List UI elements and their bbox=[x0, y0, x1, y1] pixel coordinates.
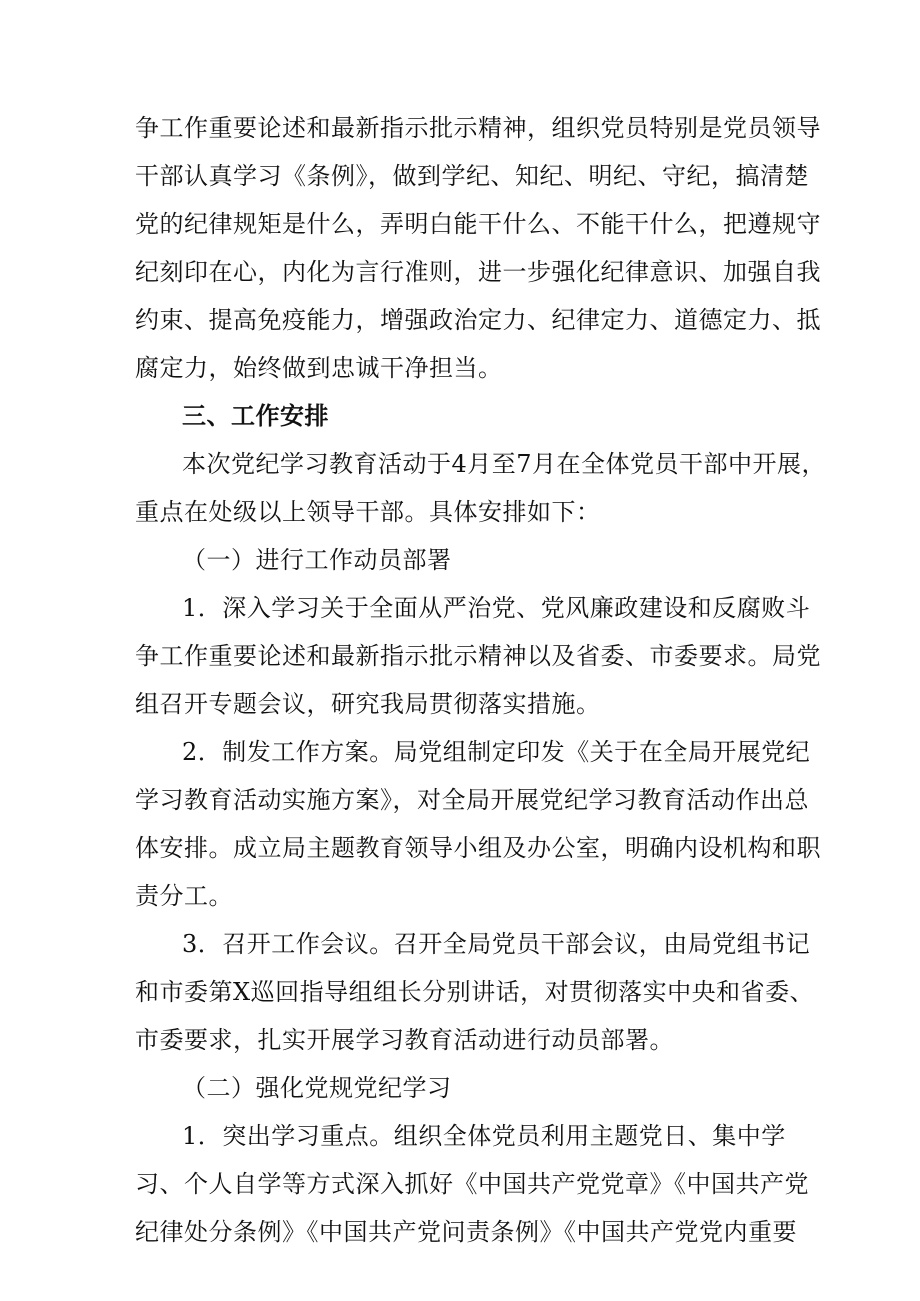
text-line: 3．召开工作会议。召开全局党员干部会议，由局党组书记 bbox=[182, 930, 811, 958]
text-line: 体安排。成立局主题教育领导小组及办公室，明确内设机构和职 bbox=[135, 834, 821, 862]
text-line: 习、个人自学等方式深入抓好《中国共产党党章》《中国共产党 bbox=[135, 1170, 809, 1198]
text-line: 重点在处级以上领导干部。具体安排如下： bbox=[135, 498, 601, 526]
text-line: 学习教育活动实施方案》，对全局开展党纪学习教育活动作出总 bbox=[135, 786, 809, 814]
text-line: 争工作重要论述和最新指示批示精神，组织党员特别是党员领导 bbox=[135, 114, 821, 142]
text-line: 本次党纪学习教育活动于4月至7月在全体党员干部中开展， bbox=[182, 450, 827, 478]
subsection-heading: （一）进行工作动员部署 bbox=[182, 546, 452, 574]
section-heading: 三、工作安排 bbox=[182, 402, 329, 430]
text-line: 1．突出学习重点。组织全体党员利用主题党日、集中学 bbox=[182, 1122, 786, 1150]
text-line: 责分工。 bbox=[135, 882, 233, 910]
text-line: 市委要求，扎实开展学习教育活动进行动员部署。 bbox=[135, 1026, 674, 1054]
text-line: 纪律处分条例》《中国共产党问责条例》《中国共产党党内重要 bbox=[135, 1218, 797, 1246]
text-line: 纪刻印在心，内化为言行准则，进一步强化纪律意识、加强自我 bbox=[135, 258, 821, 286]
subsection-heading: （二）强化党规党纪学习 bbox=[182, 1074, 452, 1102]
text-line: 约束、提高免疫能力，增强政治定力、纪律定力、道德定力、抵 bbox=[135, 306, 821, 334]
text-line: 2．制发工作方案。局党组制定印发《关于在全局开展党纪 bbox=[182, 738, 811, 766]
text-line: 腐定力，始终做到忠诚干净担当。 bbox=[135, 354, 503, 382]
text-line: 干部认真学习《条例》，做到学纪、知纪、明纪、守纪，搞清楚 bbox=[135, 162, 809, 190]
text-line: 和市委第X巡回指导组组长分别讲话，对贯彻落实中央和省委、 bbox=[135, 978, 815, 1006]
text-line: 争工作重要论述和最新指示批示精神以及省委、市委要求。局党 bbox=[135, 642, 821, 670]
text-line: 1．深入学习关于全面从严治党、党风廉政建设和反腐败斗 bbox=[182, 594, 811, 622]
text-line: 组召开专题会议，研究我局贯彻落实措施。 bbox=[135, 690, 601, 718]
text-line: 党的纪律规矩是什么，弄明白能干什么、不能干什么，把遵规守 bbox=[135, 210, 821, 238]
